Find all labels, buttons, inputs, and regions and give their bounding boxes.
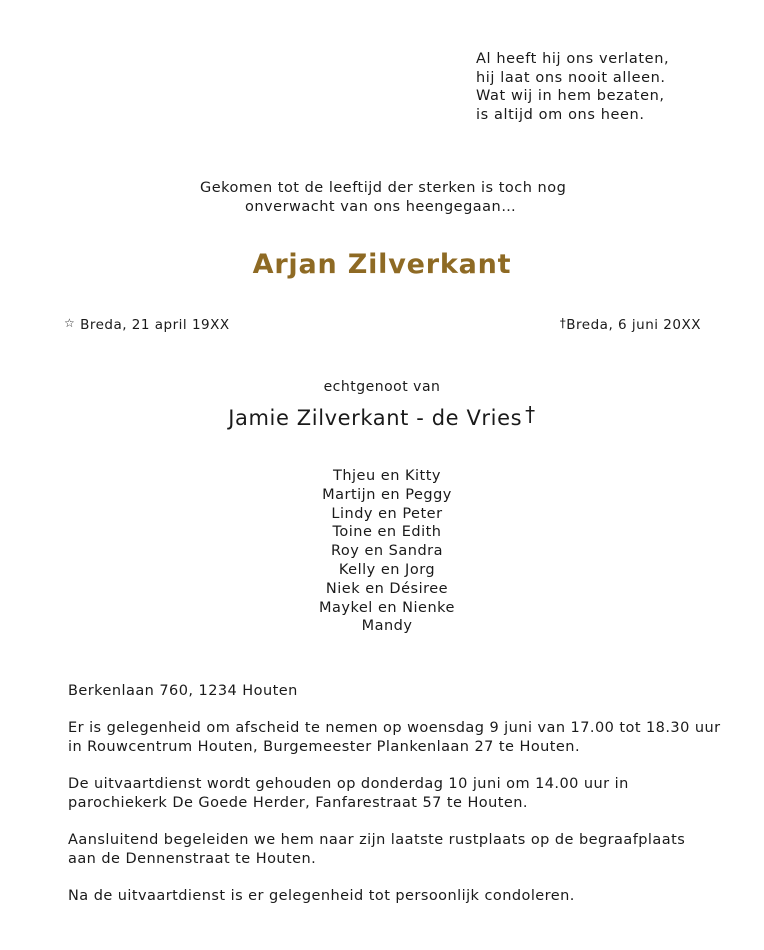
deceased-name	[0, 249, 764, 280]
spouse-name: Jamie Zilverkant - de Vries	[228, 406, 523, 430]
poem-line: is altijd om ons heen.	[476, 106, 645, 123]
birth-info	[64, 317, 230, 333]
list-item: Niek en Désiree	[325, 580, 449, 597]
list-item: Roy en Sandra	[330, 543, 444, 560]
service-line: De uitvaartdienst wordt gehouden op donderdag 10 juni om 14.00 uur in	[68, 776, 629, 792]
children-list	[0, 467, 764, 636]
address: Berkenlaan 760, 1234 Houten	[68, 683, 298, 699]
cross-icon: †	[525, 402, 536, 426]
death-info	[560, 317, 701, 333]
farewell-line: Er is gelegenheid om afscheid te nemen op woensdag 9 juni van 17.00 tot 18.30 uur	[68, 720, 721, 736]
burial-paragraph	[68, 831, 728, 869]
deceased-name-text: Arjan Zilverkant	[252, 249, 512, 280]
burial-line: aan de Dennenstraat te Houten.	[68, 851, 317, 867]
burial-line: Aansluitend begeleiden we hem naar zijn laatste rustplaats op de begraafplaats	[68, 832, 686, 848]
condolence-paragraph: Na de uitvaartdienst is er gelegenheid tot persoonlijk condoleren.	[68, 888, 575, 904]
star-icon: ☆	[64, 316, 76, 330]
service-line: parochiekerk De Goede Herder, Fanfarestraat 57 te Houten.	[68, 795, 528, 811]
cross-icon: †	[559, 316, 567, 330]
poem	[476, 50, 669, 124]
spouse	[0, 402, 764, 430]
intro-line: Gekomen tot de leeftijd der sterken is toch nog	[200, 180, 567, 196]
birth-text: Breda, 21 april 19XX	[80, 317, 230, 333]
farewell-paragraph	[68, 719, 728, 757]
spouse-label: echtgenoot van	[323, 379, 441, 395]
list-item: Thjeu en Kitty	[332, 468, 441, 484]
poem-line: Wat wij in hem bezaten,	[476, 88, 665, 104]
poem-line: hij laat ons nooit alleen.	[476, 69, 666, 86]
list-item: Toine en Edith	[332, 524, 442, 541]
list-item: Maykel en Nienke	[319, 599, 455, 616]
list-item: Martijn en Peggy	[322, 486, 452, 503]
poem-line: Al heeft hij ons verlaten,	[476, 51, 670, 67]
death-text: Breda, 6 juni 20XX	[566, 317, 701, 333]
list-item: Lindy en Peter	[331, 505, 443, 522]
intro-line: onverwacht van ons heengegaan…	[245, 199, 517, 215]
list-item: Kelly en Jorg	[338, 561, 436, 578]
farewell-line: in Rouwcentrum Houten, Burgemeester Plankenlaan 27 te Houten.	[68, 739, 581, 755]
service-paragraph	[68, 775, 728, 813]
list-item: Mandy	[361, 618, 413, 635]
funeral-info	[68, 682, 728, 924]
